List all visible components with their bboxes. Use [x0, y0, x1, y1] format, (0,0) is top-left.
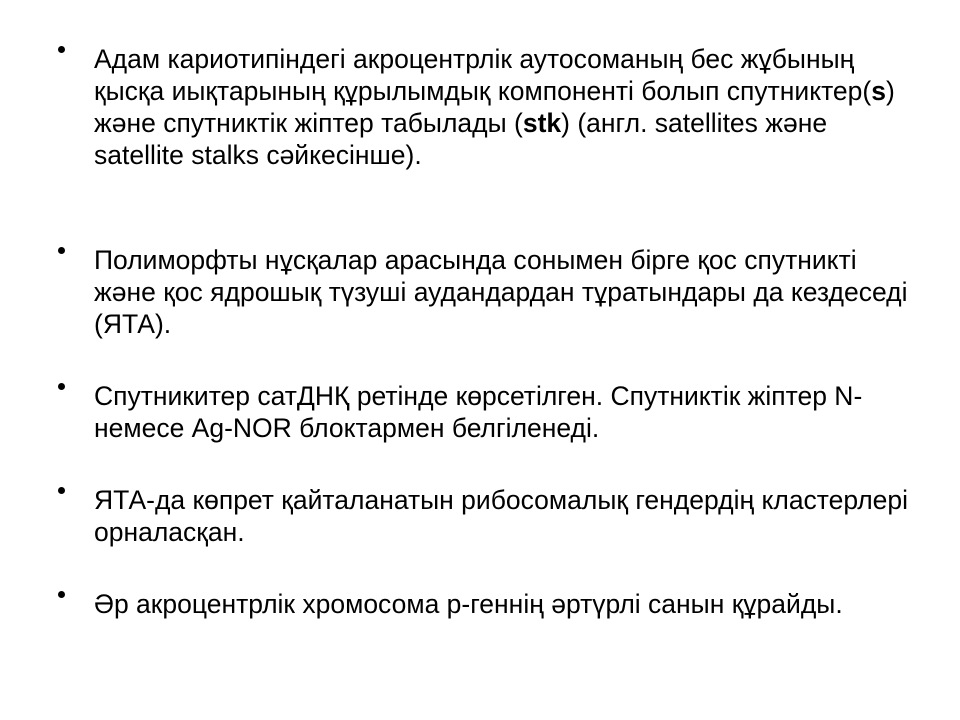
bullet-text-segment: ) және спутниктік жіптер табылады ( [94, 76, 895, 138]
bullet-text [94, 244, 924, 340]
bullet-text [94, 484, 924, 548]
bullet-text [94, 43, 924, 171]
bullet-text-segment: Адам кариотипіндегі акроцентрлік аутосоманың бес жұбының қысқа иықтарының құрылымдық компоненті болып спутниктер( [94, 44, 872, 106]
bullet-text-segment: Полиморфты нұсқалар арасында сонымен бірге қос спутникті және қос ядрошық түзуші аудандардан тұратындары да кездеседі (ЯТА). [94, 245, 908, 339]
bullet-dot-icon [58, 591, 65, 598]
bullet-dot-icon [58, 487, 65, 494]
bullet-text-bold-segment: stk [522, 108, 562, 138]
bullet-dot-icon [58, 46, 65, 53]
bullet-text-segment: Спутникитер сатДНҚ ретінде көрсетілген. Спутниктік жіптер N- немесе Ag-NOR блоктармен белгіленеді. [94, 381, 863, 443]
bullet-text-bold-segment: s [871, 76, 886, 106]
bullet-dot-icon [58, 383, 65, 390]
bullet-text-segment: Әр акроцентрлік хромосома р-геннің әртүрлі санын құрайды. [94, 589, 843, 619]
bullet-dot-icon [58, 247, 65, 254]
bullet-text [94, 588, 924, 620]
bullet-text-segment: ) (англ. satellites және satellite stalks сәйкесінше). [94, 108, 828, 170]
bullet-text-segment: ЯТА-да көпрет қайталанатын рибосомалық гендердің кластерлері орналасқан. [94, 485, 909, 547]
bullet-text [94, 380, 924, 444]
